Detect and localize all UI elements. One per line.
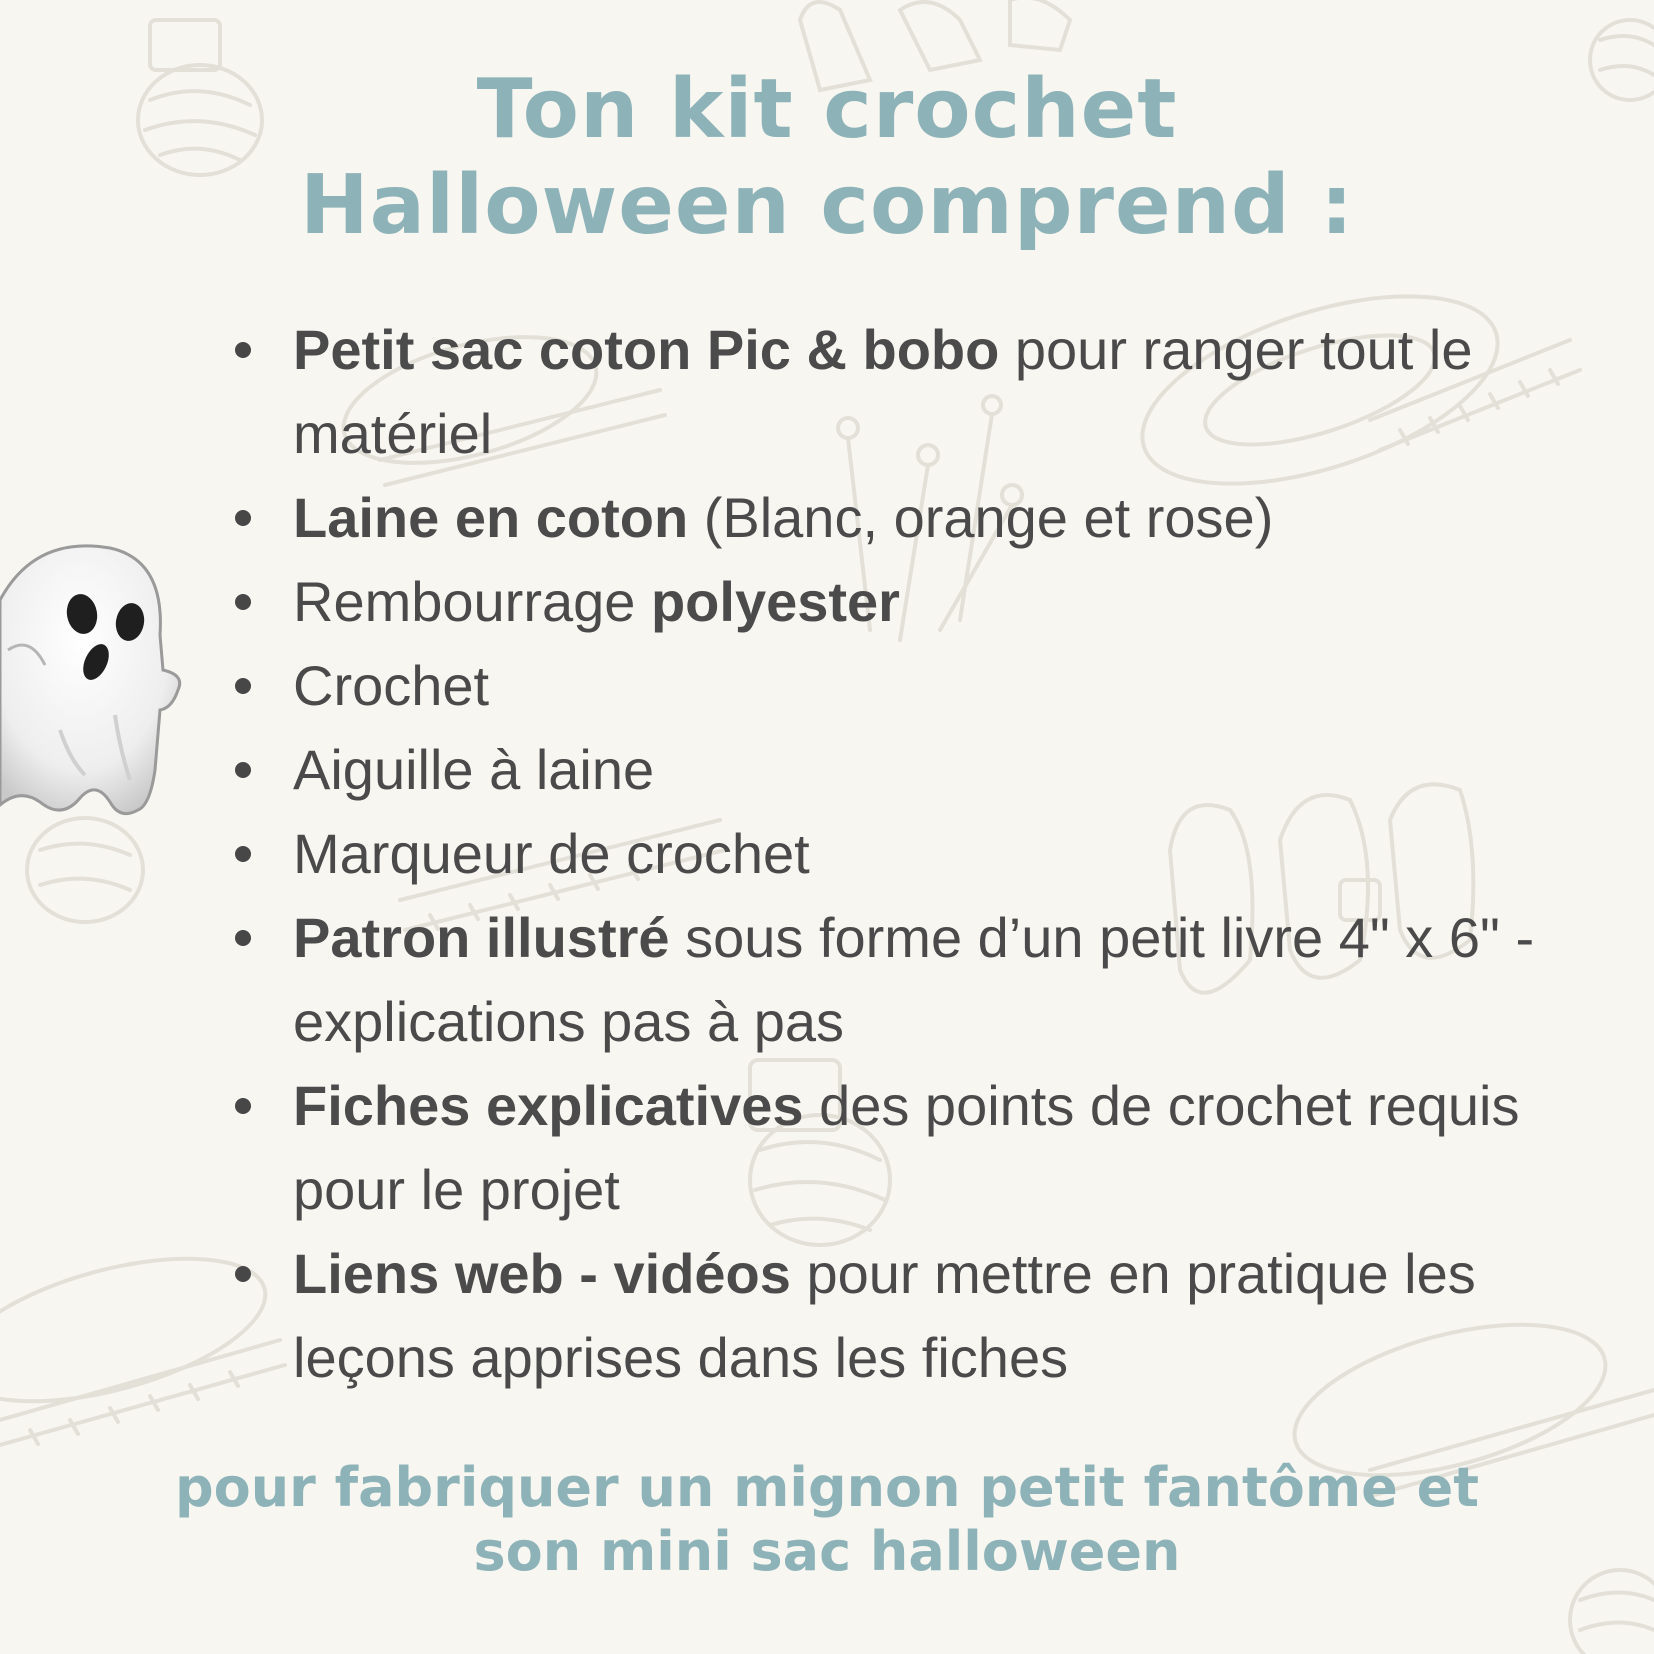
yarn-ball-icon	[27, 818, 143, 922]
list-item	[235, 812, 1535, 896]
item-bold-text: Fiches explicatives	[293, 1074, 804, 1137]
bullet-icon	[235, 1266, 251, 1282]
ghost-icon	[0, 540, 185, 830]
item-bold-text: Petit sac coton Pic & bobo	[293, 318, 1000, 381]
item-text: sous forme d’un petit livre 4" x 6" - explications pas à pas	[293, 906, 1535, 1053]
kit-contents-list	[235, 308, 1535, 1400]
bullet-icon	[235, 930, 251, 946]
item-bold-text: polyester	[650, 570, 900, 633]
bullet-icon	[235, 678, 251, 694]
footer-text-line-1: pour fabriquer un mignon petit fantôme et	[174, 1456, 1480, 1519]
item-text: pour ranger tout le matériel	[293, 318, 1473, 465]
bullet-icon	[235, 342, 251, 358]
bullet-icon	[235, 594, 251, 610]
footer-text-line-2: son mini sac halloween	[473, 1520, 1181, 1583]
item-text: (Blanc, orange et rose)	[688, 486, 1274, 549]
bullet-icon	[235, 1098, 251, 1114]
list-item	[235, 896, 1535, 1064]
item-text: des points de crochet requis pour le projet	[293, 1074, 1520, 1221]
page-title-line-2: Halloween comprend :	[300, 158, 1354, 253]
item-text: Rembourrage	[293, 570, 651, 633]
item-text: Aiguille à laine	[293, 738, 655, 801]
list-item	[235, 728, 1535, 812]
bullet-icon	[235, 846, 251, 862]
list-item	[235, 476, 1535, 560]
list-item	[235, 560, 1535, 644]
bullet-icon	[235, 510, 251, 526]
item-bold-text: Liens web - vidéos	[293, 1242, 791, 1305]
item-bold-text: Patron illustré	[293, 906, 670, 969]
item-text: Crochet	[293, 654, 490, 717]
item-text: pour mettre en pratique les leçons apprises dans les fiches	[293, 1242, 1476, 1389]
item-text: Marqueur de crochet	[293, 822, 810, 885]
page-title-line-1: Ton kit crochet	[476, 62, 1178, 157]
bullet-icon	[235, 762, 251, 778]
list-item	[235, 308, 1535, 476]
list-item	[235, 1064, 1535, 1232]
list-item	[235, 1232, 1535, 1400]
item-bold-text: Laine en coton	[293, 486, 689, 549]
list-item	[235, 644, 1535, 728]
